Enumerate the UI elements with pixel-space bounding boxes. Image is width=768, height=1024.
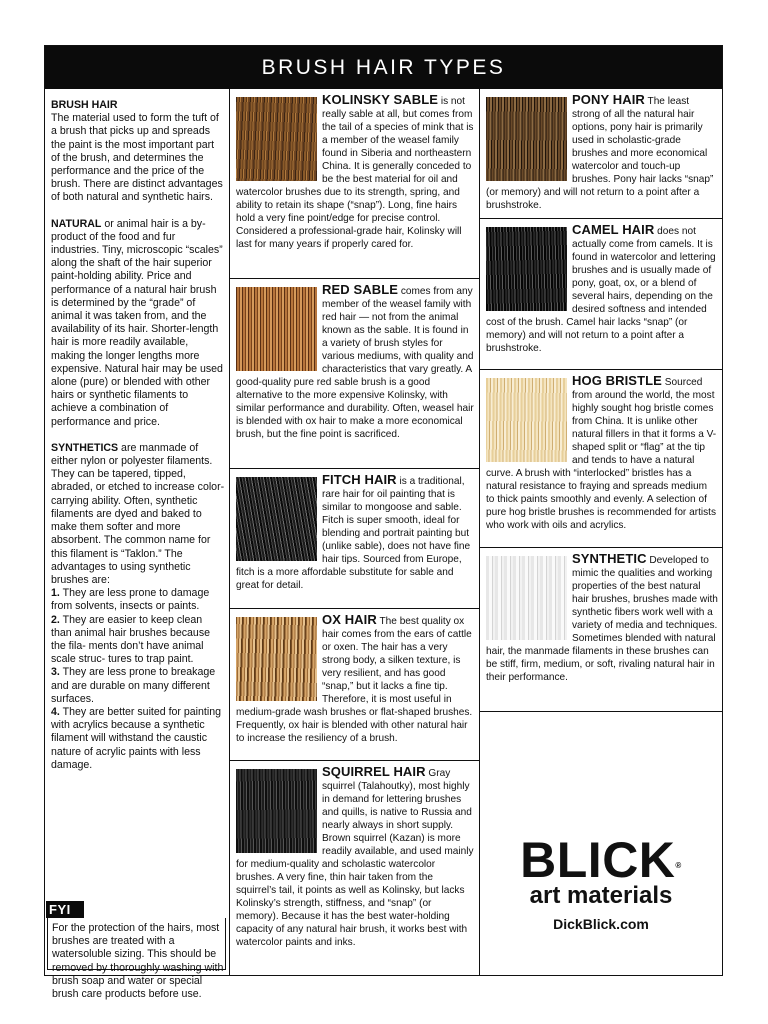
synthetics-text: are manmade of either nylon or polyester filaments. They can be tapered, tipped, abraded, or etched to increase color-carrying ability. Often, synthetic filaments are dyed and baked to make them softer and more absorbent. The common name for this filament is “Taklon.” The advantages to using synthetic brushes are: (51, 441, 225, 586)
brush-hair-sheet (44, 45, 723, 1001)
page-title: BRUSH HAIR TYPES (45, 46, 722, 89)
hair-type-name: RED SABLE (322, 282, 399, 297)
kolinsky-sable-swatch (236, 97, 317, 181)
advantage-text: They are less prone to breakage and are durable on many different surfaces. (51, 666, 216, 705)
hog-bristle-swatch (486, 378, 567, 462)
blick-brand-block (480, 834, 722, 932)
hair-type-name: SYNTHETIC (572, 551, 647, 566)
squirrel-hair-swatch (236, 769, 317, 853)
blick-logo (480, 834, 722, 886)
synthetic-swatch (486, 556, 567, 640)
synthetics-section (51, 442, 225, 772)
hair-type-description: is not really sable at all, but comes from the tail of a species of mink that is a member of the weasel family found in Siberia and northeastern China. It is generally conceded to be the best material for oil and watercolor brushes due to its strength, spring, and ability to retain its shape (“snap”). Long, fine hairs hold a very fine point/edge for precise control. Considered a professional-grade hair, Kolinsky will last for many years if properly cared for. (236, 96, 474, 250)
hair-type-kolinsky-sable (230, 89, 479, 279)
hair-type-description: comes from any member of the weasel family with red hair — not from the animal known as the sable. It is found in a variety of brush styles for various mediums, with quality and characteristics that vary greatly. A good-quality pure red sable brush is a good alternative to the more expensive Kolinsky, with similar performance and durability. Often, weasel hair is blended with ox hair to make a more economical brush, but the fine point is sacrificed. (236, 286, 474, 440)
hair-type-red-sable (230, 279, 479, 469)
advantage-number: 3. (51, 666, 60, 679)
hair-type-description: Developed to mimic the qualities and working properties of the best natural hair brushes, brushes made with synthetic fibers work well with a variety of media and techniques. Sometimes blended with natural hair, the manmade filaments in these brushes can be stiff, firm, medium, or soft, rivaling natural hair in their performance. (486, 555, 718, 683)
hair-types-column-middle (230, 89, 480, 976)
hair-type-camel-hair (480, 219, 722, 370)
camel-hair-swatch (486, 227, 567, 311)
hair-type-ox-hair (230, 609, 479, 761)
hair-type-description: The least strong of all the natural hair options, pony hair is primarily used in scholastic-grade brushes and more economical watercolor and touch-up brushes. Pony hair lacks “snap” (or memory) and will not return to a point after a brushstroke. (486, 96, 714, 211)
hair-type-description: Gray squirrel (Talahoutky), most highly in demand for lettering brushes and quills, is native to Russia and nearly always in short supply. Brown squirrel (Kazan) is more readily available, and used mainly for medium-quality and scholastic watercolor brushes. A very fine, thin hair taken from the squirrel’s tail, it points as well as Kolinsky, but lacks Kolinsky’s strength, stiffness, and “snap” (or memory). Because it has the best water-holding capacity of any natural hair brush, it works best with watercolor paints and inks. (236, 768, 474, 948)
hair-type-description: is a traditional, rare hair for oil painting that is similar to mongoose and sable. Fitch is super smooth, ideal for blending and portrait painting but (unlike sable), does not have fine hair tips. Sourced from Europe, fitch is a more affordable substitute for sable and great for detail. (236, 476, 471, 591)
advantage-text: They are better suited for painting with acrylics because a synthetic filament will withstand the caustic nature of acrylic paints with less damage. (51, 705, 222, 771)
hair-types-column-right (480, 89, 722, 976)
registered-mark: ® (675, 861, 682, 870)
hair-type-description: does not actually come from camels. It is found in watercolor and lettering brushes and is usually made of pony, goat, ox, or a blend of several hairs, depending on the desired softness and intended cost of the brush. Camel hair lacks “snap” (or memory) and will not return to a point after a brushstroke. (486, 226, 716, 354)
synthetics-heading: SYNTHETICS (51, 441, 119, 454)
hair-type-squirrel-hair (230, 761, 479, 976)
fyi-heading: FYI (46, 901, 84, 918)
fyi-text: For the protection of the hairs, most brushes are treated with a watersoluble sizing. This should be removed by thoroughly washing with brush soap and water or special brush care products before use. (52, 922, 224, 1001)
hair-type-description: Sourced from around the world, the most highly sought hog bristle comes from China. It is unlike other natural fillers in that it forms a V-shaped split or “flag” at the tip and tends to have a natural curve. A brush with “interlocked” bristles has a natural resistance to fraying and spreads medium to thick paints smoothly and evenly. A selection of pure hog bristle brushes is recommended for artists who work with oils and acrylics. (486, 377, 717, 531)
hair-type-synthetic (480, 548, 722, 712)
advantage-item (51, 587, 225, 613)
hair-type-hog-bristle (480, 370, 722, 548)
brush-hair-text: The material used to form the tuft of a brush that picks up and spreads the paint is the most important part of the brush, and determines the performance and the price of the brush. There are distinct advantages of both natural and synthetic hairs. (51, 112, 223, 204)
hair-type-name: OX HAIR (322, 612, 377, 627)
natural-text: or animal hair is a by-product of the food and fur industries. Tiny, microscopic “scales” along the shaft of the hair superior paint-holding ability. Price and performance of a natural hair brush is determined by the “grade” of animal it was taken from, and the availability of its hair. Shorter-length hair is more readily available, making the longer lengths more expensive. Natural hair may be used alone (pure) or blended with other hairs or synthetic filaments to achieve a combination of performance and price. (51, 217, 223, 428)
brush-hair-heading: BRUSH HAIR (51, 99, 118, 111)
advantage-text: They are easier to keep clean than animal hair brushes because the fila- ments don’t have animal scale struc- tures to trap paint. (51, 613, 211, 666)
brush-hair-section (51, 99, 225, 205)
natural-heading: NATURAL (51, 217, 102, 230)
blick-logo-word: BLICK (520, 832, 676, 888)
intro-column (45, 89, 230, 1001)
advantage-number: 1. (51, 587, 60, 600)
website-url: DickBlick.com (553, 916, 649, 932)
ox-hair-swatch (236, 617, 317, 701)
advantage-text: They are less prone to damage from solvents, insects or paints. (51, 587, 210, 613)
hair-type-description: The best quality ox hair comes from the ears of cattle or oxen. The hair has a very strong body, a silken texture, is very resilient, and has good “snap,” but it lacks a fine tip. Therefore, it is most useful in medium-grade wash brushes or flat-shaped brushes. Frequently, ox hair is blended with other natural hair to increase the resiliency of a brush. (236, 616, 473, 744)
advantage-number: 2. (51, 613, 60, 626)
hair-type-name: HOG BRISTLE (572, 373, 662, 388)
hair-type-pony-hair (480, 89, 722, 219)
hair-type-name: PONY HAIR (572, 92, 645, 107)
intro-text-block (45, 89, 229, 772)
natural-section (51, 218, 225, 429)
advantage-number: 4. (51, 705, 60, 718)
hair-type-name: FITCH HAIR (322, 472, 397, 487)
advantage-item (51, 706, 225, 772)
hair-type-name: SQUIRREL HAIR (322, 764, 426, 779)
blick-logo-subtitle: art materials (529, 882, 673, 909)
hair-type-name: KOLINSKY SABLE (322, 92, 439, 107)
hair-type-fitch-hair (230, 469, 479, 609)
hair-type-name: CAMEL HAIR (572, 222, 655, 237)
advantage-item (51, 666, 225, 706)
fitch-hair-swatch (236, 477, 317, 561)
red-sable-swatch (236, 287, 317, 371)
pony-hair-swatch (486, 97, 567, 181)
advantage-item (51, 614, 225, 667)
